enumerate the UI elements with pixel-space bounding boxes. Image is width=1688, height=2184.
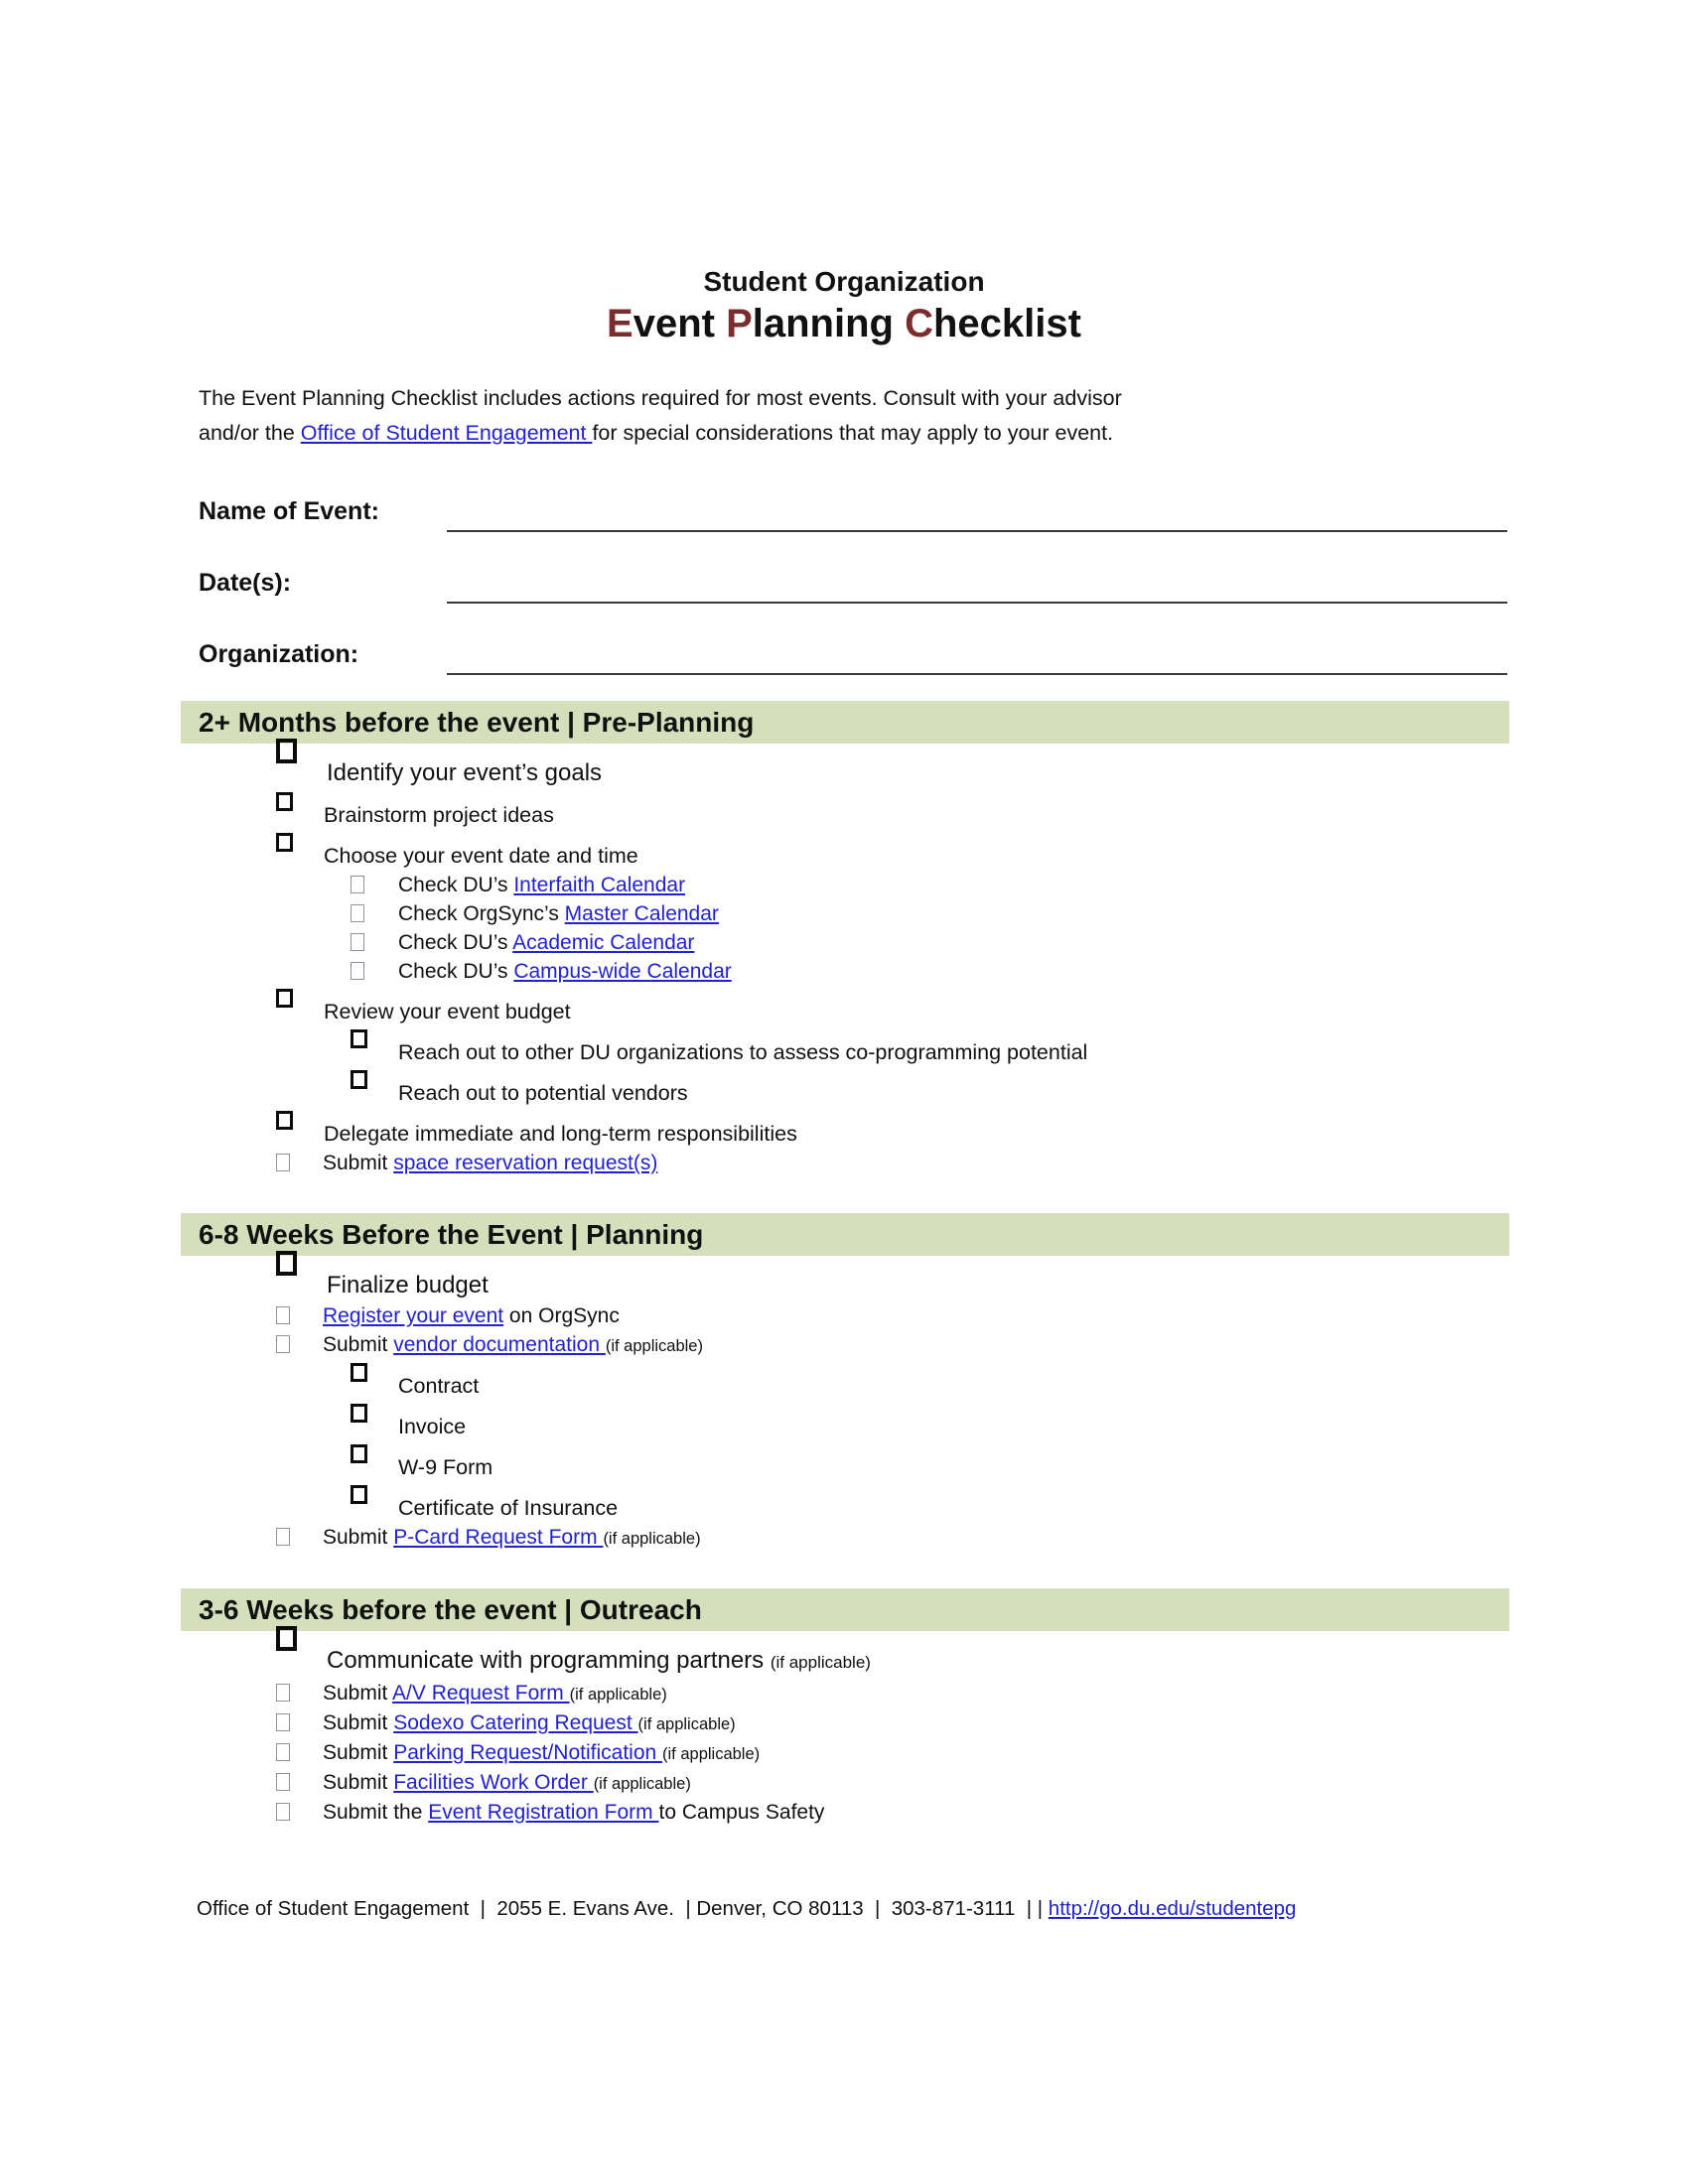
- intro-line-2: [199, 416, 1489, 451]
- item-text: [323, 1152, 657, 1175]
- item-text-segment: Submit: [323, 1526, 394, 1549]
- section-header-title: 6-8 Weeks Before the Event | Planning: [199, 1218, 704, 1250]
- checklist-item: [276, 1304, 1688, 1328]
- a-v-request-form-link[interactable]: A/V Request Form: [392, 1682, 570, 1705]
- checkbox-icon[interactable]: [276, 1684, 290, 1702]
- field-label: Name of Event:: [199, 497, 379, 525]
- p-card-request-form-link[interactable]: P-Card Request Form: [393, 1526, 604, 1549]
- campus-wide-calendar-link[interactable]: Campus-wide Calendar: [513, 960, 732, 983]
- item-text-segment: Submit: [323, 1682, 393, 1705]
- checkbox-icon[interactable]: [351, 1404, 367, 1423]
- checkbox-icon[interactable]: [276, 1335, 290, 1353]
- item-text: [323, 1304, 620, 1328]
- item-text: [323, 1711, 736, 1736]
- checklist-item: [276, 802, 1688, 828]
- organization-blank-line: [447, 635, 1507, 675]
- item-text-segment: Contract: [398, 1374, 480, 1398]
- item-text-segment: Submit: [323, 1711, 394, 1734]
- checklist-item: [351, 1080, 1688, 1106]
- item-text: [324, 843, 638, 869]
- title-initial: C: [905, 302, 933, 345]
- item-text-segment: Submit: [323, 1771, 394, 1794]
- checkbox-icon[interactable]: [351, 1444, 367, 1463]
- academic-calendar-link[interactable]: Academic Calendar: [512, 931, 695, 954]
- item-text: [324, 999, 571, 1024]
- if-applicable-note: (if applicable): [605, 1337, 703, 1355]
- page-title: [0, 300, 1688, 347]
- item-text-segment: on OrgSync: [503, 1304, 620, 1327]
- sodexo-catering-request-link[interactable]: Sodexo Catering Request: [393, 1711, 638, 1734]
- parking-request-notification-link[interactable]: Parking Request/Notification: [393, 1741, 663, 1764]
- title-word: lanning: [752, 302, 906, 345]
- item-text: [323, 1333, 703, 1358]
- checkbox-icon[interactable]: [351, 1485, 367, 1504]
- item-text-segment: Submit: [323, 1741, 394, 1764]
- if-applicable-note: (if applicable): [603, 1530, 701, 1548]
- master-calendar-link[interactable]: Master Calendar: [564, 902, 719, 925]
- checklist-item: [276, 1333, 1688, 1358]
- intro-paragraph: [199, 381, 1489, 451]
- item-text-segment: Review your event budget: [324, 1000, 571, 1024]
- checklist-section: [0, 1588, 1688, 1825]
- checklist-item: [276, 1771, 1688, 1796]
- checkbox-icon[interactable]: [276, 1306, 290, 1324]
- checkbox-icon[interactable]: [276, 1803, 290, 1821]
- section-header-title: 3-6 Weeks before the event | Outreach: [199, 1593, 702, 1625]
- if-applicable-note: (if applicable): [770, 1653, 871, 1672]
- item-text-segment: to Campus Safety: [658, 1801, 825, 1824]
- checklist-item: [351, 931, 1688, 955]
- item-text-segment: W-9 Form: [398, 1455, 493, 1479]
- checkbox-icon[interactable]: [276, 792, 293, 811]
- checkbox-icon[interactable]: [276, 1773, 290, 1791]
- intro-line-1: [199, 381, 1489, 416]
- go-du-edu-studentepg-link[interactable]: http://go.du.edu/studentepg: [1048, 1897, 1297, 1920]
- item-text-segment: Reach out to other DU organizations to assess co-programming potential: [398, 1040, 1088, 1064]
- checklist-item: [351, 1414, 1688, 1439]
- checkbox-icon[interactable]: [351, 962, 364, 980]
- vendor-documentation-link[interactable]: vendor documentation: [393, 1333, 606, 1356]
- name-of-event-blank-line: [447, 492, 1507, 532]
- item-text-segment: Finalize budget: [327, 1272, 489, 1298]
- checkbox-icon[interactable]: [276, 739, 297, 763]
- item-text: [323, 1682, 667, 1706]
- item-text: [398, 931, 694, 955]
- checklist-item: [276, 1152, 1688, 1175]
- item-text: [398, 1414, 466, 1439]
- item-text: [323, 1741, 760, 1766]
- checklist-item: [351, 1039, 1688, 1065]
- register-your-event-link[interactable]: Register your event: [323, 1304, 504, 1327]
- dates-blank-line: [447, 564, 1507, 604]
- item-text: [323, 1526, 701, 1551]
- if-applicable-note: (if applicable): [637, 1715, 736, 1733]
- item-text-segment: Submit: [323, 1333, 394, 1356]
- section-header-band: [181, 701, 1509, 744]
- checkbox-icon[interactable]: [351, 1363, 367, 1382]
- item-text-segment: Invoice: [398, 1415, 467, 1438]
- facilities-work-order-link[interactable]: Facilities Work Order: [393, 1771, 594, 1794]
- item-text-segment: Submit: [323, 1152, 394, 1174]
- office-of-student-engagement-link[interactable]: Office of Student Engagement: [300, 421, 593, 445]
- item-text: [398, 1454, 492, 1480]
- item-text: [398, 902, 719, 926]
- checkbox-icon[interactable]: [276, 1743, 290, 1761]
- section-header-title: 2+ Months before the event | Pre-Planning: [199, 706, 755, 738]
- checklist-item: [276, 1711, 1688, 1736]
- field-row-dates: [199, 558, 1507, 604]
- field-label: Date(s):: [199, 569, 292, 597]
- title-word: hecklist: [932, 302, 1081, 345]
- checkbox-icon[interactable]: [276, 989, 293, 1008]
- interfaith-calendar-link[interactable]: Interfaith Calendar: [513, 874, 686, 896]
- checkbox-icon[interactable]: [351, 904, 364, 922]
- checkbox-icon[interactable]: [351, 1070, 367, 1089]
- title-initial: E: [607, 302, 633, 345]
- intro-text: and/or the: [199, 421, 301, 445]
- item-text: [324, 802, 554, 828]
- item-text: [324, 1121, 797, 1147]
- item-text-segment: Communicate with programming partners: [327, 1647, 771, 1674]
- item-text: [323, 1801, 824, 1825]
- footer-text: Office of Student Engagement | 2055 E. Evans Ave. | Denver, CO 80113 | 303-871-3111 | |: [197, 1897, 1049, 1920]
- item-text: [398, 1039, 1087, 1065]
- item-text: [323, 1771, 691, 1796]
- event-registration-form-link[interactable]: Event Registration Form: [428, 1801, 659, 1824]
- checklist-item: [276, 1741, 1688, 1766]
- checklist-item: [276, 1526, 1688, 1551]
- checkbox-icon[interactable]: [276, 1626, 297, 1651]
- event-info-form: [199, 486, 1507, 675]
- intro-text: for special considerations that may apply to your event.: [592, 421, 1114, 445]
- field-row-name-of-event: [199, 486, 1507, 532]
- intro-text: The Event Planning Checklist includes actions required for most events. Consult with your advisor: [199, 386, 1122, 410]
- item-text-segment: Certificate of Insurance: [398, 1496, 619, 1520]
- item-text-segment: Choose your event date and time: [324, 844, 638, 868]
- sections-container: [0, 701, 1688, 1825]
- checklist-item: [276, 1682, 1688, 1706]
- checklist-item: [351, 902, 1688, 926]
- title-initial: P: [726, 302, 753, 345]
- checklist-item: [351, 1454, 1688, 1480]
- page-footer: [197, 1896, 1688, 1922]
- checklist-item: [276, 1121, 1688, 1147]
- checklist-section: [0, 1213, 1688, 1551]
- checkbox-icon[interactable]: [276, 1713, 290, 1731]
- space-reservation-request-s-link[interactable]: space reservation request(s): [393, 1152, 658, 1174]
- title-word: vent: [633, 302, 727, 345]
- page-subtitle: Student Organization: [703, 266, 985, 297]
- item-text: [327, 759, 602, 787]
- item-text-segment: Check OrgSync’s: [398, 902, 565, 925]
- checklist-item: [276, 1801, 1688, 1825]
- section-header-band: [181, 1588, 1509, 1631]
- item-text-segment: Check DU’s: [398, 931, 513, 954]
- item-text: [398, 874, 685, 897]
- item-text-segment: Check DU’s: [398, 874, 514, 896]
- checklist-item: [351, 874, 1688, 897]
- if-applicable-note: (if applicable): [593, 1775, 691, 1793]
- checklist-item: [351, 1373, 1688, 1399]
- item-text: [398, 1373, 479, 1399]
- checklist-item: [276, 1647, 1688, 1677]
- checkbox-icon[interactable]: [351, 876, 364, 893]
- checklist-item: [276, 999, 1688, 1024]
- checklist-item: [276, 843, 1688, 869]
- item-text: [327, 1647, 871, 1677]
- item-text: [398, 1080, 688, 1106]
- item-text: [398, 1495, 618, 1521]
- checkbox-icon[interactable]: [351, 1029, 367, 1048]
- checklist-section: [0, 701, 1688, 1175]
- checkbox-icon[interactable]: [276, 1111, 293, 1130]
- if-applicable-note: (if applicable): [569, 1686, 667, 1704]
- checkbox-icon[interactable]: [276, 1154, 290, 1171]
- field-label: Organization:: [199, 640, 359, 668]
- checkbox-icon[interactable]: [276, 1251, 297, 1276]
- checklist-item: [276, 1272, 1688, 1299]
- item-text-segment: Brainstorm project ideas: [324, 803, 554, 827]
- item-text-segment: Submit the: [323, 1801, 429, 1824]
- section-header-band: [181, 1213, 1509, 1256]
- item-text-segment: Delegate immediate and long-term responsibilities: [324, 1122, 797, 1146]
- checkbox-icon[interactable]: [276, 1528, 290, 1546]
- item-text-segment: Reach out to potential vendors: [398, 1081, 688, 1105]
- item-text-segment: Identify your event’s goals: [327, 759, 603, 786]
- checklist-item: [351, 960, 1688, 984]
- item-text: [327, 1272, 489, 1299]
- checklist-item: [276, 759, 1688, 787]
- item-text: [398, 960, 732, 984]
- checkbox-icon[interactable]: [276, 833, 293, 852]
- if-applicable-note: (if applicable): [662, 1745, 761, 1763]
- checklist-item: [351, 1495, 1688, 1521]
- checkbox-icon[interactable]: [351, 933, 364, 951]
- item-text-segment: Check DU’s: [398, 960, 514, 983]
- field-row-organization: [199, 629, 1507, 675]
